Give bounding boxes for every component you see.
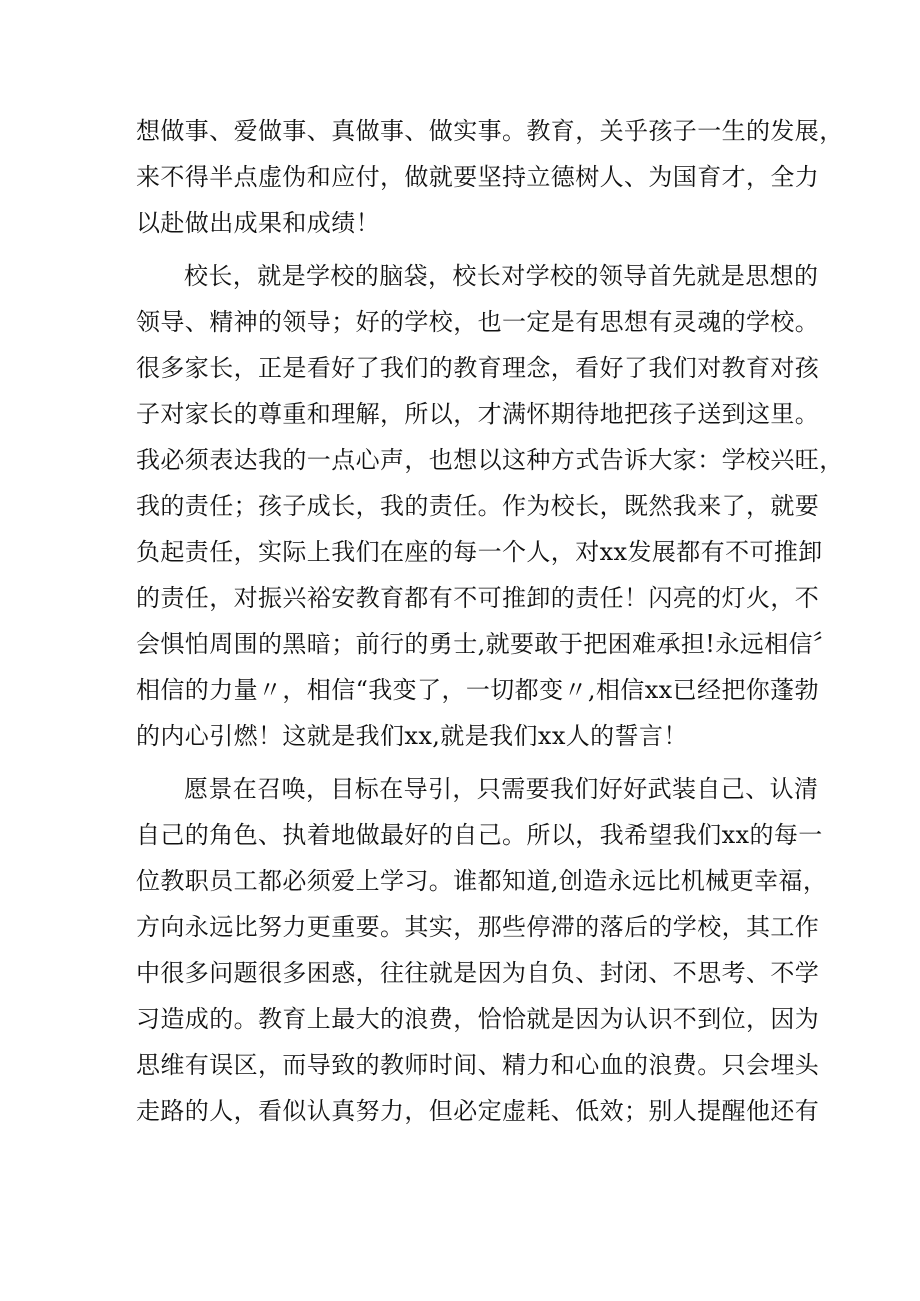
text-line: 走路的人，看似认真努力，但必定虚耗、低效；别人提醒他还有 [136,1097,820,1125]
paragraph-1 [136,108,844,246]
text-line: 负起责任，实际上我们在座的每一个人，对xx发展都有不可推卸 [136,538,823,566]
document-body [136,108,844,1141]
text-line: 很多家长，正是看好了我们的教育理念，看好了我们对教育对孩 [136,354,820,382]
text-line: 中很多问题很多困惑，往往就是因为自负、封闭、不思考、不学 [136,959,820,987]
text-line: 的内心引燃！这就是我们xx,就是我们xx人的誓言！ [136,722,688,750]
text-line: 相信的力量〃，相信“我变了，一切都变〃,相信xx已经把你蓬勃 [136,676,819,704]
text-line: 位教职员工都必须爱上学习。谁都知道,创造永远比机械更幸福， [136,867,828,895]
text-line: 校长，就是学校的脑袋，校长对学校的领导首先就是思想的 [184,262,819,290]
paragraph-3 [136,766,828,1134]
paragraph-2 [136,253,844,759]
text-line: 我必须表达我的一点心声，也想以这种方式告诉大家：学校兴旺， [136,446,844,474]
text-line: 以赴做出成果和成绩！ [136,209,380,237]
text-line: 会惧怕周围的黑暗；前行的勇士,就要敢于把困难承担!永远相信〞 [136,630,838,658]
text-line: 领导、精神的领导；好的学校，也一定是有思想有灵魂的学校。 [136,308,820,336]
text-line: 子对家长的尊重和理解，所以，才满怀期待地把孩子送到这里。 [136,400,820,428]
text-line: 我的责任；孩子成长，我的责任。作为校长，既然我来了，就要 [136,492,820,520]
text-line: 愿景在召唤，目标在导引，只需要我们好好武装自己、认清 [184,775,819,803]
text-line: 想做事、爱做事、真做事、做实事。教育，关乎孩子一生的发展， [136,117,844,145]
text-line: 的责任，对振兴裕安教育都有不可推卸的责任！闪亮的灯火，不 [136,584,820,612]
text-line: 思维有误区，而导致的教师时间、精力和心血的浪费。只会埋头 [136,1051,820,1079]
text-line: 习造成的。教育上最大的浪费，恰恰就是因为认识不到位，因为 [136,1005,820,1033]
text-line: 来不得半点虚伪和应付，做就要坚持立德树人、为国育才，全力 [136,163,820,191]
text-line: 自己的角色、执着地做最好的自己。所以，我希望我们xx的每一 [136,821,823,849]
text-line: 方向永远比努力更重要。其实，那些停滞的落后的学校，其工作 [136,913,820,941]
